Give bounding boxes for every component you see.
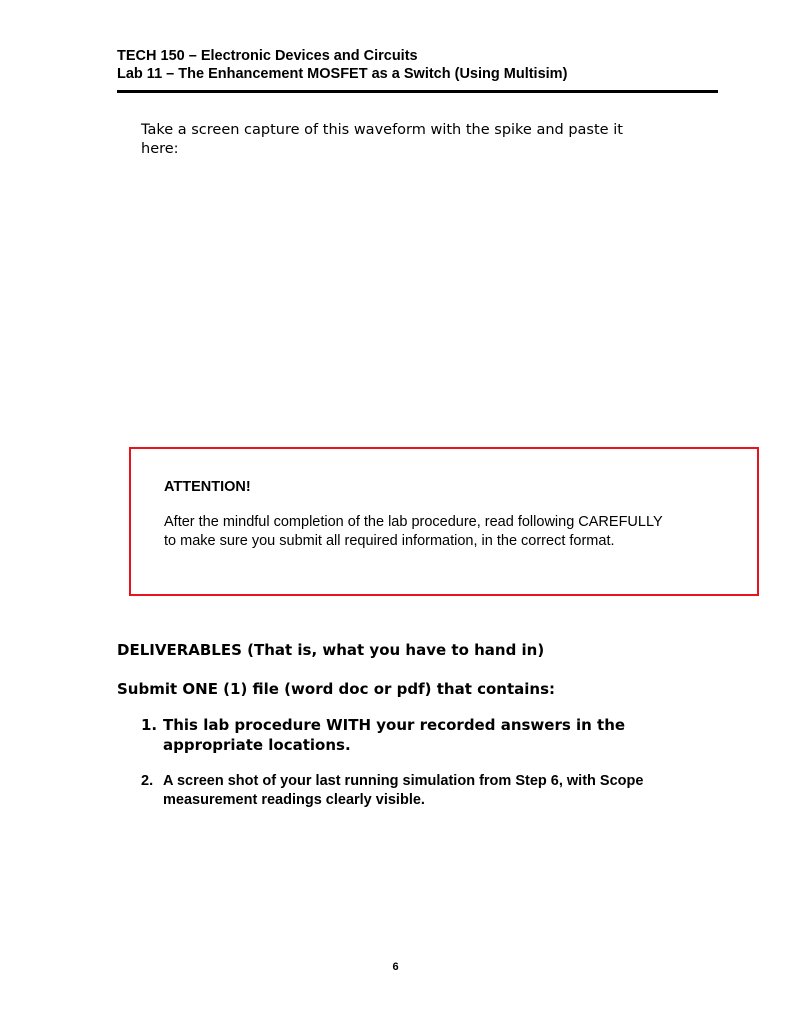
screen-capture-instruction: Take a screen capture of this waveform with the spike and paste it here: — [141, 122, 623, 157]
deliverable-number: 1. — [141, 716, 158, 734]
header-divider — [117, 90, 718, 93]
deliverable-text: A screen shot of your last running simulation from Step 6, with Scope measurement readings clearly visible. — [163, 773, 644, 808]
page-number: 6 — [392, 961, 399, 973]
deliverable-text: This lab procedure WITH your recorded answers in the appropriate locations. — [163, 716, 626, 754]
submit-instruction: Submit ONE (1) file (word doc or pdf) that contains: — [117, 680, 555, 698]
deliverable-number: 2. — [141, 773, 154, 789]
attention-box — [129, 447, 759, 596]
header-course-title: TECH 150 – Electronic Devices and Circuits — [117, 48, 418, 64]
header-lab-title: Lab 11 – The Enhancement MOSFET as a Switch (Using Multisim) — [117, 66, 568, 82]
deliverables-heading: DELIVERABLES (That is, what you have to hand in) — [117, 641, 545, 659]
attention-title: ATTENTION! — [164, 479, 251, 495]
attention-text: After the mindful completion of the lab procedure, read following CAREFULLY to make sure you submit all required information, in the correct format. — [164, 514, 663, 549]
